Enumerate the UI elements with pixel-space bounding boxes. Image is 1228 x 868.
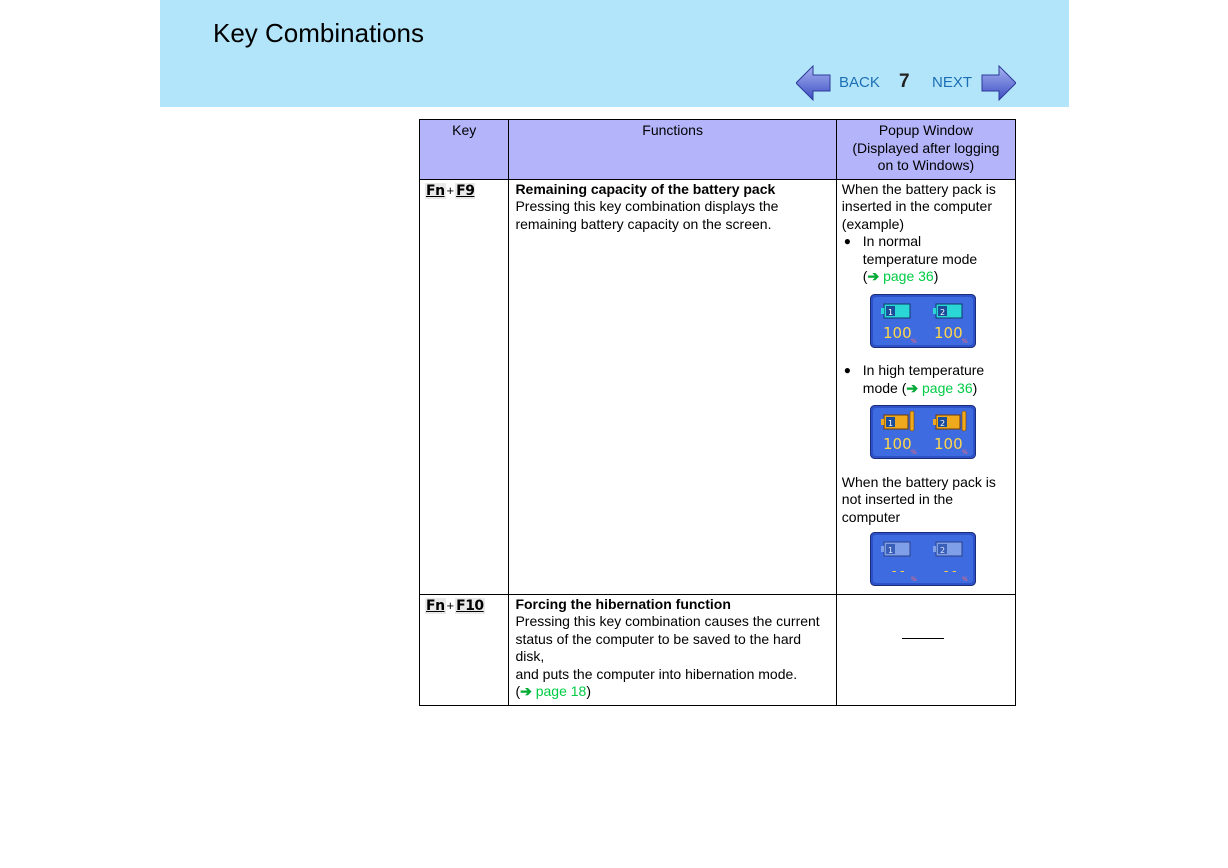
popup-text: (example): [841, 215, 905, 232]
key-plus: +: [446, 182, 455, 198]
table-row: [420, 594, 1016, 705]
bullet-text: temperature mode: [862, 250, 978, 267]
function-title: Forcing the hibernation function: [515, 595, 731, 612]
key-cell: [420, 179, 509, 594]
function-cell: Forcing the hibernation function Pressing this key combination causes the current status of the computer to be saved to the hard disk, and puts the computer into hibernation mode. (➔ page 18): [509, 594, 836, 705]
popup-text: not inserted in the: [841, 491, 954, 507]
popup-text: computer: [841, 508, 901, 525]
svg-text:%: %: [961, 576, 968, 583]
battery-2-value: 100: [933, 323, 963, 342]
key-fn: Fn: [426, 597, 445, 614]
key-f10: F10: [456, 597, 484, 614]
popup-cell: [836, 179, 1015, 594]
popup-cell: [836, 594, 1015, 705]
bullet-text: In high temperature: [862, 362, 985, 378]
header-functions: Functions: [509, 120, 836, 180]
battery-2-label: 2: [939, 307, 945, 317]
next-button[interactable]: NEXT: [932, 74, 973, 91]
arrow-icon: ➔: [906, 379, 919, 396]
page-header: [160, 0, 1069, 107]
header-popup-line: on to Windows): [877, 157, 975, 173]
no-popup-dash: [902, 638, 944, 639]
svg-text:%: %: [910, 449, 917, 456]
svg-text:1: 1: [887, 546, 893, 555]
svg-text:%: %: [961, 449, 968, 456]
bullet-icon: ●: [843, 363, 852, 377]
battery-normal-popup-icon: [870, 294, 976, 348]
svg-text:%: %: [961, 337, 968, 345]
battery-1-value: 100: [882, 323, 912, 342]
bullet-icon: ●: [843, 234, 852, 248]
svg-text:100: 100: [882, 435, 912, 453]
battery-1-label: 1: [887, 307, 893, 317]
header-key: Key: [420, 120, 509, 180]
popup-text: inserted in the computer: [841, 198, 992, 214]
svg-text:- -: - -: [943, 564, 957, 578]
back-button[interactable]: BACK: [839, 74, 880, 91]
page-36-link[interactable]: page 36: [883, 268, 934, 284]
next-arrow-icon[interactable]: [980, 65, 1016, 101]
function-text: Pressing this key combination displays the: [515, 198, 779, 214]
function-text: remaining battery capacity on the screen.: [515, 215, 772, 232]
page-18-link[interactable]: page 18: [535, 683, 587, 699]
popup-text: When the battery pack is: [841, 180, 996, 197]
page-36-link[interactable]: page 36: [922, 379, 973, 396]
svg-text:2: 2: [939, 546, 945, 555]
page-navigation: [796, 65, 1018, 101]
key-cell: [420, 594, 509, 705]
page-title: Key Combinations: [213, 18, 424, 48]
arrow-icon: ➔: [520, 683, 532, 699]
bullet-text: In normal: [862, 233, 922, 249]
svg-text:%: %: [910, 576, 917, 583]
header-popup-window: [836, 120, 1015, 180]
bullet-text: mode (: [862, 379, 907, 396]
key-fn: Fn: [426, 182, 445, 199]
header-popup-line: (Displayed after logging: [852, 139, 1000, 156]
key-f9: F9: [456, 182, 475, 199]
svg-text:- -: - -: [891, 564, 905, 578]
bullet-normal-temp: ● In normal temperature mode (➔ page 36): [842, 233, 1010, 286]
battery-high-temp-popup-icon: [870, 405, 976, 459]
arrow-icon: ➔: [867, 268, 880, 284]
svg-text:100: 100: [933, 435, 963, 453]
table-header-row: [420, 120, 1016, 180]
header-popup-line: Popup Window: [878, 122, 973, 138]
bullet-high-temp: ● In high temperature mode (➔ page 36): [842, 362, 1010, 397]
page-number: 7: [899, 71, 910, 92]
svg-text:2: 2: [939, 419, 945, 428]
function-text: Pressing this key combination causes the current: [515, 613, 820, 629]
function-text: status of the computer to be saved to the hard disk,: [515, 630, 802, 664]
key-combinations-table: [419, 119, 1016, 706]
function-text: and puts the computer into hibernation mode.: [515, 665, 798, 682]
key-plus: +: [446, 597, 455, 613]
popup-text: When the battery pack is: [841, 473, 996, 490]
function-cell: [509, 179, 836, 594]
svg-text:%: %: [910, 337, 917, 345]
table-row: [420, 179, 1016, 594]
back-arrow-icon[interactable]: [796, 65, 832, 101]
svg-text:1: 1: [887, 419, 893, 428]
battery-not-inserted-popup-icon: [870, 532, 976, 586]
function-title: Remaining capacity of the battery pack: [515, 180, 776, 197]
